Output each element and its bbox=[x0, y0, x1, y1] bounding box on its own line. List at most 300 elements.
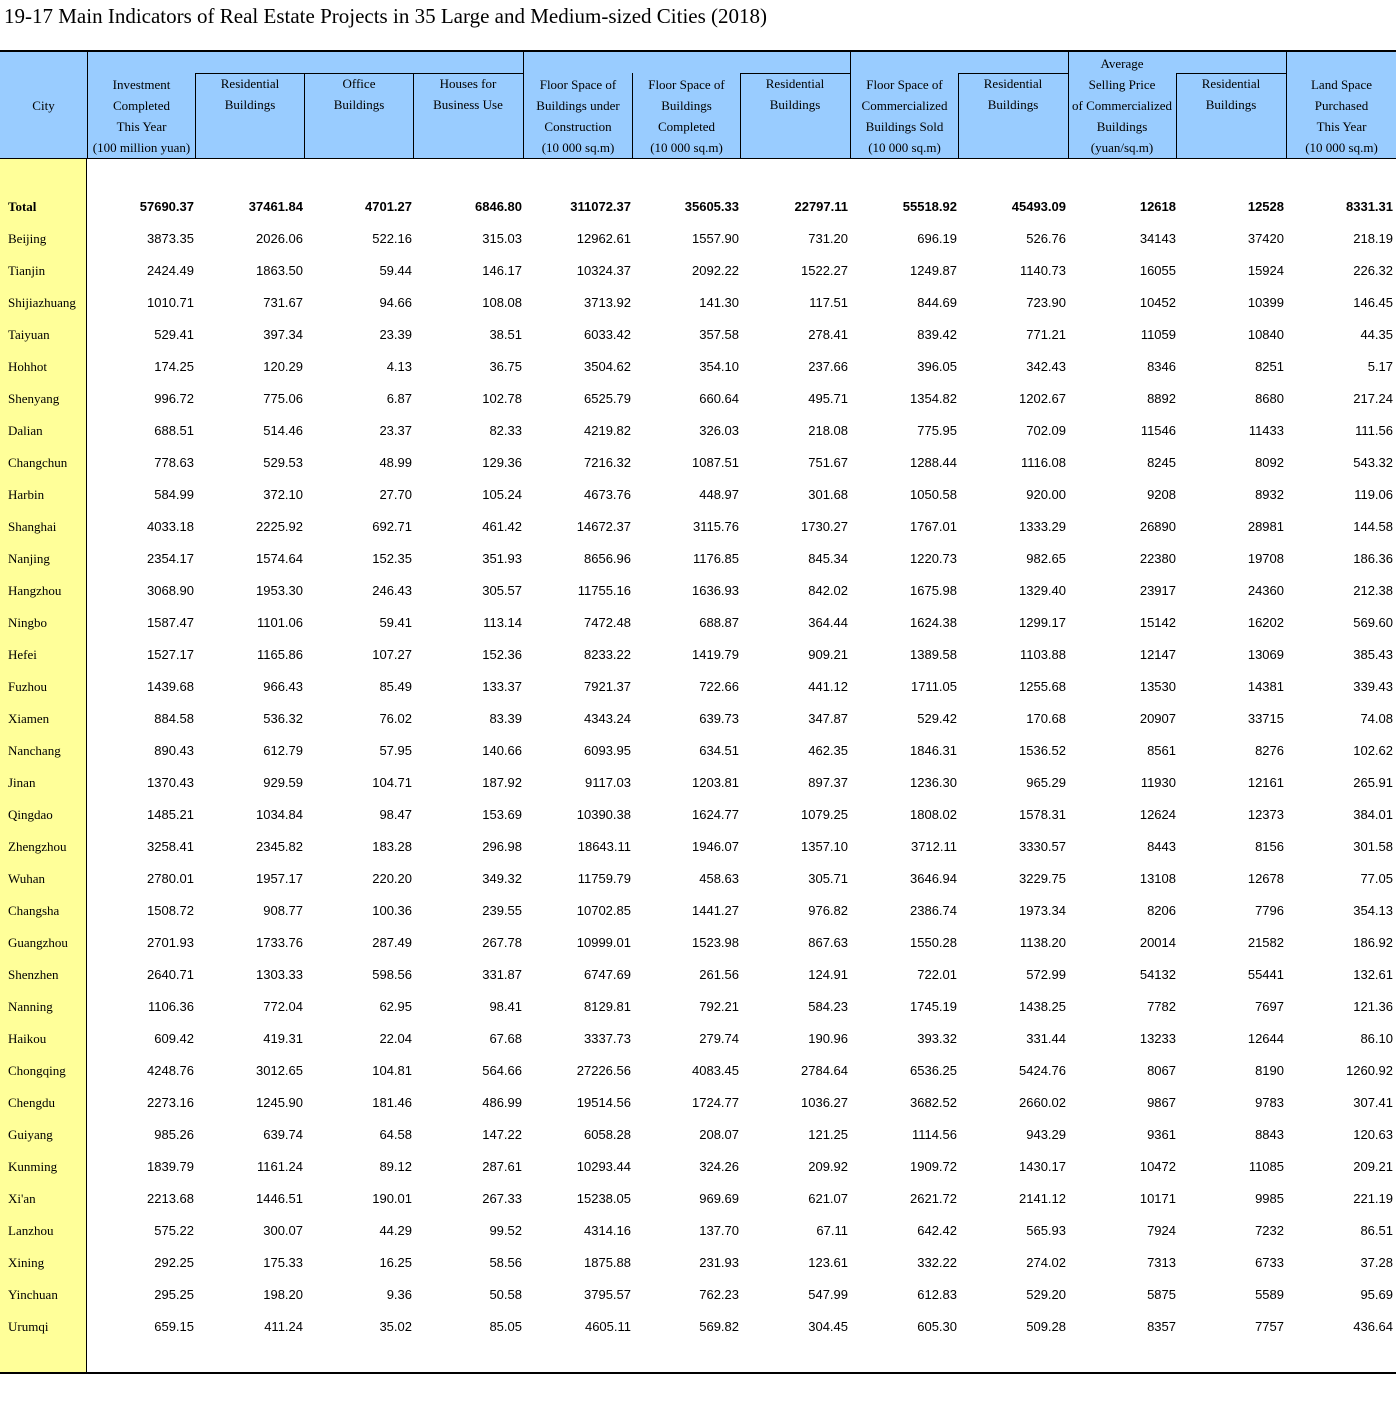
value-cell: 132.61 bbox=[1353, 967, 1393, 982]
value-cell: 890.43 bbox=[154, 743, 194, 758]
value-cell: 1578.31 bbox=[1019, 807, 1066, 822]
value-cell: 612.79 bbox=[263, 743, 303, 758]
value-cell: 278.41 bbox=[808, 327, 848, 342]
value-cell: 7782 bbox=[1147, 999, 1176, 1014]
value-cell: 529.53 bbox=[263, 455, 303, 470]
value-cell: 397.34 bbox=[263, 327, 303, 342]
value-cell: 11759.79 bbox=[577, 871, 631, 886]
value-cell: 1675.98 bbox=[910, 583, 957, 598]
value-cell: 10390.38 bbox=[576, 807, 631, 822]
header-line: Residential bbox=[765, 76, 825, 91]
value-cell: 2273.16 bbox=[147, 1095, 194, 1110]
value-cell: 1165.86 bbox=[256, 647, 303, 662]
value-cell: 5424.76 bbox=[1019, 1063, 1066, 1078]
header-line: Buildings bbox=[1096, 119, 1148, 134]
value-cell: 10702.85 bbox=[576, 903, 631, 918]
value-cell: 372.10 bbox=[263, 487, 303, 502]
value-cell: 198.20 bbox=[263, 1287, 303, 1302]
header-fs-completed bbox=[633, 73, 740, 159]
value-cell: 751.67 bbox=[808, 455, 848, 470]
value-cell: 965.29 bbox=[1026, 775, 1066, 790]
value-cell: 486.99 bbox=[482, 1095, 522, 1110]
value-cell: 331.87 bbox=[482, 967, 522, 982]
value-cell: 9783 bbox=[1255, 1095, 1284, 1110]
city-cell: Chongqing bbox=[8, 1063, 66, 1078]
value-cell: 1050.58 bbox=[910, 487, 957, 502]
value-cell: 27226.56 bbox=[576, 1063, 631, 1078]
header-line: Floor Space of bbox=[539, 77, 617, 92]
value-cell: 1036.27 bbox=[801, 1095, 848, 1110]
city-cell: Xiamen bbox=[8, 711, 50, 726]
value-cell: 639.73 bbox=[699, 711, 739, 726]
value-cell: 2780.01 bbox=[147, 871, 194, 886]
value-cell: 897.37 bbox=[808, 775, 848, 790]
value-cell: 13069 bbox=[1247, 647, 1284, 662]
value-cell: 11059 bbox=[1140, 327, 1176, 342]
value-cell: 37420 bbox=[1247, 231, 1284, 246]
value-cell: 208.07 bbox=[699, 1127, 739, 1142]
table-row bbox=[0, 351, 1396, 383]
value-cell: 315.03 bbox=[482, 231, 522, 246]
header-line: (yuan/sq.m) bbox=[1090, 140, 1154, 155]
value-cell: 771.21 bbox=[1026, 327, 1066, 342]
header-line: Purchased bbox=[1314, 98, 1369, 113]
header-line: Investment bbox=[112, 77, 171, 92]
value-cell: 57.95 bbox=[379, 743, 412, 758]
value-cell: 261.56 bbox=[699, 967, 739, 982]
value-cell: 612.83 bbox=[917, 1287, 957, 1302]
value-cell: 1202.67 bbox=[1019, 391, 1066, 406]
value-cell: 1260.92 bbox=[1346, 1063, 1393, 1078]
value-cell: 722.01 bbox=[917, 967, 957, 982]
value-cell: 357.58 bbox=[699, 327, 739, 342]
value-cell: 10399 bbox=[1247, 295, 1284, 310]
divider bbox=[304, 73, 305, 159]
table-row bbox=[0, 703, 1396, 735]
header-line: Office bbox=[342, 76, 376, 91]
value-cell: 920.00 bbox=[1026, 487, 1066, 502]
header-line: (10 000 sq.m) bbox=[650, 140, 723, 155]
value-cell: 4083.45 bbox=[692, 1063, 739, 1078]
value-cell: 119.06 bbox=[1354, 487, 1393, 502]
header-line: Buildings under bbox=[536, 98, 620, 113]
city-cell: Shenyang bbox=[8, 391, 60, 406]
value-cell: 2640.71 bbox=[147, 967, 194, 982]
divider bbox=[1176, 73, 1177, 159]
divider bbox=[196, 73, 523, 74]
value-cell: 187.92 bbox=[482, 775, 522, 790]
value-cell: 762.23 bbox=[699, 1287, 739, 1302]
value-cell: 339.43 bbox=[1353, 679, 1393, 694]
value-cell: 436.64 bbox=[1353, 1319, 1393, 1334]
value-cell: 9361 bbox=[1147, 1127, 1176, 1142]
value-cell: 113.14 bbox=[483, 615, 522, 630]
header-line: Buildings bbox=[661, 98, 712, 113]
value-cell: 8067 bbox=[1147, 1063, 1176, 1078]
city-cell: Nanchang bbox=[8, 743, 61, 758]
value-cell: 55441 bbox=[1247, 967, 1284, 982]
value-cell: 16055 bbox=[1139, 263, 1176, 278]
value-cell: 723.90 bbox=[1026, 295, 1066, 310]
value-cell: 146.17 bbox=[482, 263, 522, 278]
value-cell: 929.59 bbox=[263, 775, 303, 790]
value-cell: 3795.57 bbox=[584, 1287, 631, 1302]
value-cell: 117.51 bbox=[809, 295, 848, 310]
header-line: Buildings bbox=[769, 97, 821, 112]
value-cell: 8656.96 bbox=[584, 551, 631, 566]
table-row bbox=[0, 767, 1396, 799]
value-cell: 1116.08 bbox=[1020, 455, 1066, 470]
value-cell: 884.58 bbox=[154, 711, 194, 726]
value-cell: 147.22 bbox=[482, 1127, 522, 1142]
value-cell: 311072.37 bbox=[570, 199, 631, 214]
value-cell: 36.75 bbox=[489, 359, 522, 374]
value-cell: 1485.21 bbox=[147, 807, 194, 822]
value-cell: 226.32 bbox=[1353, 263, 1393, 278]
value-cell: 6536.25 bbox=[910, 1063, 957, 1078]
value-cell: 565.93 bbox=[1026, 1223, 1066, 1238]
header-line: Construction bbox=[544, 119, 612, 134]
value-cell: 1161.24 bbox=[256, 1159, 303, 1174]
value-cell: 239.55 bbox=[482, 903, 522, 918]
value-cell: 1745.19 bbox=[910, 999, 957, 1014]
value-cell: 209.92 bbox=[808, 1159, 848, 1174]
city-cell: Wuhan bbox=[8, 871, 46, 886]
value-cell: 133.37 bbox=[482, 679, 522, 694]
value-cell: 8251 bbox=[1255, 359, 1284, 374]
value-cell: 514.46 bbox=[263, 423, 303, 438]
city-cell: Hohhot bbox=[8, 359, 47, 374]
value-cell: 11085 bbox=[1248, 1159, 1284, 1174]
value-cell: 62.95 bbox=[379, 999, 412, 1014]
city-cell: Chengdu bbox=[8, 1095, 55, 1110]
value-cell: 24360 bbox=[1247, 583, 1284, 598]
value-cell: 48.99 bbox=[379, 455, 412, 470]
value-cell: 324.26 bbox=[699, 1159, 739, 1174]
value-cell: 702.09 bbox=[1026, 423, 1066, 438]
value-cell: 1430.17 bbox=[1019, 1159, 1066, 1174]
value-cell: 140.66 bbox=[482, 743, 522, 758]
value-cell: 152.36 bbox=[482, 647, 522, 662]
city-cell: Hangzhou bbox=[8, 583, 62, 598]
value-cell: 731.67 bbox=[263, 295, 303, 310]
value-cell: 2026.06 bbox=[256, 231, 303, 246]
divider bbox=[195, 73, 196, 159]
value-cell: 529.41 bbox=[154, 327, 194, 342]
value-cell: 1508.72 bbox=[147, 903, 194, 918]
value-cell: 659.15 bbox=[154, 1319, 194, 1334]
header-line: This Year bbox=[116, 119, 167, 134]
value-cell: 3646.94 bbox=[910, 871, 957, 886]
value-cell: 5.17 bbox=[1367, 359, 1393, 374]
value-cell: 11930 bbox=[1140, 775, 1176, 790]
value-cell: 94.66 bbox=[379, 295, 412, 310]
value-cell: 5589 bbox=[1255, 1287, 1284, 1302]
city-cell: Jinan bbox=[8, 775, 36, 790]
value-cell: 4673.76 bbox=[584, 487, 631, 502]
value-cell: 536.32 bbox=[263, 711, 303, 726]
value-cell: 104.81 bbox=[372, 1063, 412, 1078]
value-cell: 342.43 bbox=[1026, 359, 1066, 374]
value-cell: 27.70 bbox=[379, 487, 412, 502]
value-cell: 3068.90 bbox=[147, 583, 194, 598]
value-cell: 28981 bbox=[1247, 519, 1284, 534]
value-cell: 845.34 bbox=[808, 551, 848, 566]
value-cell: 349.32 bbox=[482, 871, 522, 886]
value-cell: 1875.88 bbox=[584, 1255, 631, 1270]
divider bbox=[741, 73, 850, 74]
value-cell: 12644 bbox=[1247, 1031, 1284, 1046]
city-cell: Shanghai bbox=[8, 519, 57, 534]
header-line: Buildings bbox=[333, 97, 385, 112]
value-cell: 2213.68 bbox=[147, 1191, 194, 1206]
value-cell: 19514.56 bbox=[576, 1095, 631, 1110]
value-cell: 22.04 bbox=[379, 1031, 412, 1046]
value-cell: 212.38 bbox=[1353, 583, 1393, 598]
value-cell: 419.31 bbox=[263, 1031, 303, 1046]
value-cell: 2386.74 bbox=[910, 903, 957, 918]
table-title: 19-17 Main Indicators of Real Estate Projects in 35 Large and Medium-sized Cities (2018) bbox=[4, 4, 768, 28]
value-cell: 16.25 bbox=[379, 1255, 412, 1270]
value-cell: 569.82 bbox=[699, 1319, 739, 1334]
value-cell: 305.57 bbox=[482, 583, 522, 598]
table-row bbox=[0, 1055, 1396, 1087]
header-price bbox=[1068, 52, 1176, 159]
value-cell: 6733 bbox=[1255, 1255, 1284, 1270]
value-cell: 4.13 bbox=[386, 359, 412, 374]
value-cell: 45493.09 bbox=[1011, 199, 1066, 214]
table-row bbox=[0, 1119, 1396, 1151]
header-residential-2 bbox=[741, 73, 849, 115]
value-cell: 1010.71 bbox=[147, 295, 194, 310]
table-row bbox=[0, 607, 1396, 639]
value-cell: 12624 bbox=[1139, 807, 1176, 822]
value-cell: 265.91 bbox=[1353, 775, 1393, 790]
value-cell: 6846.80 bbox=[475, 199, 522, 214]
value-cell: 8346 bbox=[1147, 359, 1176, 374]
city-cell: Xi'an bbox=[8, 1191, 36, 1206]
value-cell: 105.24 bbox=[482, 487, 522, 502]
table-row bbox=[0, 447, 1396, 479]
value-cell: 59.41 bbox=[379, 615, 412, 630]
header-line: Completed bbox=[112, 98, 171, 113]
value-cell: 364.44 bbox=[808, 615, 848, 630]
divider bbox=[1177, 73, 1286, 74]
value-cell: 642.42 bbox=[917, 1223, 957, 1238]
value-cell: 38.51 bbox=[489, 327, 522, 342]
value-cell: 7757 bbox=[1255, 1319, 1284, 1334]
header-line: (10 000 sq.m) bbox=[868, 140, 941, 155]
table-row bbox=[0, 959, 1396, 991]
value-cell: 4314.16 bbox=[584, 1223, 631, 1238]
value-cell: 12528 bbox=[1247, 199, 1284, 214]
divider bbox=[740, 73, 741, 159]
value-cell: 13233 bbox=[1139, 1031, 1176, 1046]
value-cell: 292.25 bbox=[154, 1255, 194, 1270]
value-cell: 1255.68 bbox=[1019, 679, 1066, 694]
value-cell: 1389.58 bbox=[910, 647, 957, 662]
value-cell: 1333.29 bbox=[1019, 519, 1066, 534]
value-cell: 170.68 bbox=[1026, 711, 1066, 726]
value-cell: 598.56 bbox=[372, 967, 412, 982]
value-cell: 4343.24 bbox=[584, 711, 631, 726]
value-cell: 1863.50 bbox=[256, 263, 303, 278]
value-cell: 526.76 bbox=[1026, 231, 1066, 246]
value-cell: 20014 bbox=[1139, 935, 1176, 950]
value-cell: 692.71 bbox=[372, 519, 412, 534]
value-cell: 8206 bbox=[1147, 903, 1176, 918]
value-cell: 186.36 bbox=[1353, 551, 1393, 566]
value-cell: 8331.31 bbox=[1346, 199, 1393, 214]
value-cell: 11755.16 bbox=[577, 583, 631, 598]
value-cell: 3504.62 bbox=[584, 359, 631, 374]
value-cell: 529.42 bbox=[917, 711, 957, 726]
value-cell: 8357 bbox=[1147, 1319, 1176, 1334]
value-cell: 1303.33 bbox=[256, 967, 303, 982]
divider bbox=[87, 52, 88, 159]
value-cell: 1767.01 bbox=[910, 519, 957, 534]
header-line: Completed bbox=[657, 119, 716, 134]
value-cell: 23.39 bbox=[379, 327, 412, 342]
value-cell: 639.74 bbox=[263, 1127, 303, 1142]
value-cell: 120.29 bbox=[263, 359, 303, 374]
value-cell: 976.82 bbox=[808, 903, 848, 918]
table-row bbox=[0, 319, 1396, 351]
value-cell: 58.56 bbox=[489, 1255, 522, 1270]
value-cell: 86.51 bbox=[1360, 1223, 1393, 1238]
value-cell: 1354.82 bbox=[910, 391, 957, 406]
value-cell: 529.20 bbox=[1026, 1287, 1066, 1302]
header-line: Residential bbox=[983, 76, 1043, 91]
value-cell: 3337.73 bbox=[584, 1031, 631, 1046]
value-cell: 1103.88 bbox=[1019, 647, 1066, 662]
value-cell: 448.97 bbox=[699, 487, 739, 502]
header-line: Average bbox=[1100, 56, 1144, 71]
header-line: Residential bbox=[220, 76, 280, 91]
value-cell: 347.87 bbox=[808, 711, 848, 726]
value-cell: 1550.28 bbox=[910, 935, 957, 950]
city-cell: Tianjin bbox=[8, 263, 46, 278]
value-cell: 11546 bbox=[1140, 423, 1176, 438]
city-cell: Kunming bbox=[8, 1159, 58, 1174]
value-cell: 152.35 bbox=[372, 551, 412, 566]
value-cell: 18643.11 bbox=[577, 839, 631, 854]
city-cell: Changsha bbox=[8, 903, 60, 918]
value-cell: 85.49 bbox=[379, 679, 412, 694]
header-line: Floor Space of bbox=[648, 77, 725, 92]
value-cell: 3258.41 bbox=[147, 839, 194, 854]
value-cell: 186.92 bbox=[1353, 935, 1393, 950]
value-cell: 844.69 bbox=[917, 295, 957, 310]
value-cell: 12373 bbox=[1247, 807, 1284, 822]
value-cell: 1087.51 bbox=[692, 455, 739, 470]
value-cell: 12147 bbox=[1139, 647, 1176, 662]
header-line: Buildings bbox=[224, 97, 276, 112]
divider bbox=[413, 73, 414, 159]
value-cell: 129.36 bbox=[482, 455, 522, 470]
value-cell: 7472.48 bbox=[584, 615, 631, 630]
value-cell: 572.99 bbox=[1026, 967, 1066, 982]
value-cell: 1730.27 bbox=[801, 519, 848, 534]
value-cell: 33715 bbox=[1247, 711, 1284, 726]
value-cell: 2621.72 bbox=[910, 1191, 957, 1206]
value-cell: 221.19 bbox=[1353, 1191, 1393, 1206]
divider bbox=[850, 52, 851, 159]
value-cell: 295.25 bbox=[154, 1287, 194, 1302]
value-cell: 10840 bbox=[1247, 327, 1284, 342]
value-cell: 296.98 bbox=[482, 839, 522, 854]
value-cell: 3713.92 bbox=[584, 295, 631, 310]
value-cell: 104.71 bbox=[372, 775, 412, 790]
header-line: Business Use bbox=[433, 97, 503, 112]
table-row bbox=[0, 671, 1396, 703]
value-cell: 12678 bbox=[1247, 871, 1284, 886]
table-row bbox=[0, 479, 1396, 511]
value-cell: 54132 bbox=[1139, 967, 1176, 982]
value-cell: 634.51 bbox=[699, 743, 739, 758]
value-cell: 246.43 bbox=[372, 583, 412, 598]
value-cell: 74.08 bbox=[1360, 711, 1393, 726]
value-cell: 4033.18 bbox=[147, 519, 194, 534]
value-cell: 6.87 bbox=[386, 391, 412, 406]
divider bbox=[1286, 52, 1287, 159]
value-cell: 7216.32 bbox=[584, 455, 631, 470]
value-cell: 7924 bbox=[1147, 1223, 1176, 1238]
value-cell: 8092 bbox=[1255, 455, 1284, 470]
city-cell: Lanzhou bbox=[8, 1223, 54, 1238]
value-cell: 772.04 bbox=[263, 999, 303, 1014]
value-cell: 4605.11 bbox=[584, 1319, 631, 1334]
value-cell: 2225.92 bbox=[256, 519, 303, 534]
value-cell: 6747.69 bbox=[584, 967, 631, 982]
header-line: Commercialized bbox=[861, 98, 948, 113]
value-cell: 1101.06 bbox=[256, 615, 303, 630]
value-cell: 305.71 bbox=[808, 871, 848, 886]
value-cell: 12962.61 bbox=[576, 231, 631, 246]
value-cell: 231.93 bbox=[699, 1255, 739, 1270]
value-cell: 522.16 bbox=[372, 231, 412, 246]
value-cell: 279.74 bbox=[699, 1031, 739, 1046]
data-table bbox=[0, 50, 1396, 1374]
table-row bbox=[0, 575, 1396, 607]
value-cell: 15238.05 bbox=[576, 1191, 631, 1206]
value-cell: 331.44 bbox=[1026, 1031, 1066, 1046]
value-cell: 584.99 bbox=[154, 487, 194, 502]
table-row bbox=[0, 1311, 1396, 1343]
header-fs-construction bbox=[524, 73, 632, 159]
value-cell: 50.58 bbox=[489, 1287, 522, 1302]
value-cell: 287.61 bbox=[482, 1159, 522, 1174]
city-cell: Shijiazhuang bbox=[8, 295, 76, 310]
value-cell: 76.02 bbox=[379, 711, 412, 726]
header-line: of Commercialized bbox=[1072, 98, 1172, 113]
header-line: Floor Space of bbox=[866, 77, 943, 92]
value-cell: 82.33 bbox=[489, 423, 522, 438]
value-cell: 83.39 bbox=[489, 711, 522, 726]
value-cell: 842.02 bbox=[808, 583, 848, 598]
header-residential-1 bbox=[196, 73, 304, 115]
value-cell: 778.63 bbox=[154, 455, 194, 470]
value-cell: 190.96 bbox=[808, 1031, 848, 1046]
city-cell: Haikou bbox=[8, 1031, 47, 1046]
value-cell: 12618 bbox=[1139, 199, 1176, 214]
value-cell: 1624.38 bbox=[910, 615, 957, 630]
value-cell: 1557.90 bbox=[692, 231, 739, 246]
city-cell: Guangzhou bbox=[8, 935, 68, 950]
value-cell: 1574.64 bbox=[256, 551, 303, 566]
value-cell: 37.28 bbox=[1360, 1255, 1393, 1270]
value-cell: 3012.65 bbox=[256, 1063, 303, 1078]
